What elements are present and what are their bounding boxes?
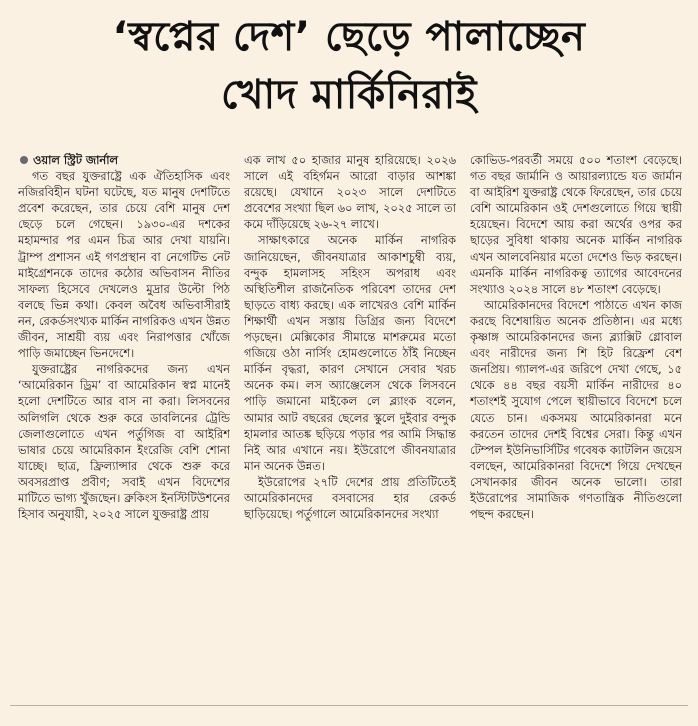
byline: [18, 152, 230, 168]
article-body: [18, 152, 682, 700]
paragraph: এক লাখ ৫০ হাজার মানুষ হারিয়েছে। ২০২৬ সালে এই বহির্গমন আরো বাড়ার আশঙ্কা রয়েছে। যেখানে ২০২৩ সালে দেশটিতে প্রবেশের সংখ্যা ছিল ৬০ লাখ, ২০২৫ সালে তা কমে দাঁড়িয়েছে ২৬-২৭ লাখে।: [244, 153, 456, 232]
column-3: [470, 152, 682, 700]
paragraph: গত বছর যুক্তরাষ্ট্রে এক ঐতিহাসিক এবং নজিরবিহীন ঘটনা ঘটেছে, যত মানুষ দেশটিতে প্রবেশ করেছেন, তার চেয়ে বেশি মানুষ দেশ ছেড়ে চলে গেছেন। ১৯৩০-এর দশকের মহামন্দার পর এমন চিত্র আর দেখা যায়নি। ট্রাম্প প্রশাসন এই গণপ্রস্থান বা নেগেটিভ নেট মাইগ্রেশনকে তাদের কঠোর অভিবাসন নীতির সাফল্য হিসেবে দেখলেও মুদ্রার উল্টো পিঠ বলছে ভিন্ন কথা। কেবল অবৈধ অভিবাসীরাই নন, রেকর্ডসংখ্যক মার্কিন নাগরিকও এখন উন্নত জীবন, সাশ্রয়ী ব্যয় এবং নিরাপত্তার খোঁজে পাড়ি জমাচ্ছেন ভিনদেশে।: [18, 169, 230, 361]
column-2: [244, 152, 456, 700]
column-1: [18, 152, 230, 700]
headline-line-2: খোদ মার্কিনিরাই: [220, 72, 477, 118]
paragraph: সাক্ষাৎকারে অনেক মার্কিন নাগরিক জানিয়েছেন, জীবনযাত্রার আকাশচুম্বী ব্যয়, বন্দুক হামলাসহ সহিংস অপরাধ এবং অস্থিতিশীল রাজনৈতিক পরিবেশ তাদের দেশ ছাড়তে বাধ্য করছে। এক লাখেরও বেশি মার্কিন শিক্ষার্থী এখন সস্তায় ডিগ্রির জন্য বিদেশে পড়ছেন। মেক্সিকোর সীমান্তে মাশরুমের মতো গজিয়ে ওঠা নার্সিং হোমগুলোতে ঠাঁই নিচ্ছেন মার্কিন বৃদ্ধরা, কারণ সেখানে সেবার খরচ অনেক কম। লস অ্যাঞ্জেলেস থেকে লিসবনে পাড়ি জমানো মাইকেল লে ব্ল্যাংক বলেন, আমার আট বছরের ছেলের স্কুলে দুইবার বন্দুক হামলার আতঙ্ক ছড়িয়ে পড়ার পর আমি সিদ্ধান্ত নিই আর এখানে নয়। ইউরোপে জীবনযাত্রার মান অনেক উন্নত।: [244, 233, 456, 473]
headline: [0, 8, 698, 124]
paragraph: কোভিড-পরবর্তী সময়ে ৫০০ শতাংশ বেড়েছে। গত বছর জার্মানি ও আয়ারল্যান্ডে যত জার্মান বা আইরিশ যুক্তরাষ্ট্র থেকে ফিরেছেন, তার চেয়ে বেশি আমেরিকান ওই দেশগুলোতে গিয়ে স্থায়ী হয়েছেন। বিদেশে আয় করা অর্থের ওপর কর ছাড়ের সুবিধা থাকায় অনেক মার্কিন নাগরিক এখন আলবেনিয়ার মতো দেশেও ভিড় করছেন। এমনকি মার্কিন নাগরিকত্ব ত্যাগের আবেদনের সংখ্যাও ২০২৪ সালে ৪৮ শতাংশ বেড়েছে।: [470, 153, 682, 296]
paragraph: যুক্তরাষ্ট্রের নাগরিকদের জন্য এখন ‘আমেরিকান ড্রিম’ বা আমেরিকান স্বপ্ন মানেই হলো দেশটিতে আর বাস না করা। লিসবনের অলিগলি থেকে শুরু করে ডাবলিনের ট্রেন্ডি জেলাগুলোতে এখন পর্তুগিজ বা আইরিশ ভাষার চেয়ে আমেরিকান ইংরেজি বেশি শোনা যাচ্ছে। ছাত্র, ফ্রিল্যান্সার থেকে শুরু করে অবসরপ্রাপ্ত প্রবীণ; সবাই এখন বিদেশের মাটিতে ভাগ্য খুঁজছেন। ব্রুকিংস ইনস্টিটিউশনের হিসাব অনুযায়ী, ২০২৫ সালে যুক্তরাষ্ট্র প্রায়: [18, 362, 230, 522]
paragraph: আমেরিকানদের বিদেশে পাঠাতে এখন কাজ করছে বিশেষায়িত অনেক প্রতিষ্ঠান। এর মধ্যে কৃষ্ণাঙ্গ আমেরিকানদের জন্য ব্ল্যাক্সিট গ্লোবাল এবং নারীদের জন্য শি হিট রিফ্রেশ বেশ জনপ্রিয়। গ্যালপ-এর জরিপে দেখা গেছে, ১৫ থেকে ৪৪ বছর বয়সী মার্কিন নারীদের ৪০ শতাংশই সুযোগ পেলে স্থায়ীভাবে বিদেশে চলে যেতে চান। একসময় আমেরিকানরা মনে করতেন তাদের দেশই বিশ্বের সেরা। কিন্তু এখন টেম্পল ইউনিভার্সিটির গবেষক ক্যাটলিন জয়েস বলছেন, আমেরিকানরা বিদেশে গিয়ে দেখছেন সেখানকার জীবন অনেক ভালো। তারা ইউরোপের সামাজিক গণতান্ত্রিক নীতিগুলো পছন্দ করছেন।: [470, 297, 682, 522]
headline-line-1: ‘স্বপ্নের দেশ’ ছেড়ে পালাচ্ছেন: [112, 14, 586, 60]
source-label: ওয়াল স্ট্রিট জার্নাল: [33, 153, 118, 167]
bullet-icon: [20, 156, 28, 164]
paragraph: ইউরোপের ২৭টি দেশের প্রায় প্রতিটিতেই আমেরিকানদের বসবাসের হার রেকর্ড ছাড়িয়েছে। পর্তুগালে আমেরিকানদের সংখ্যা: [244, 474, 456, 522]
page-border: [10, 705, 688, 706]
